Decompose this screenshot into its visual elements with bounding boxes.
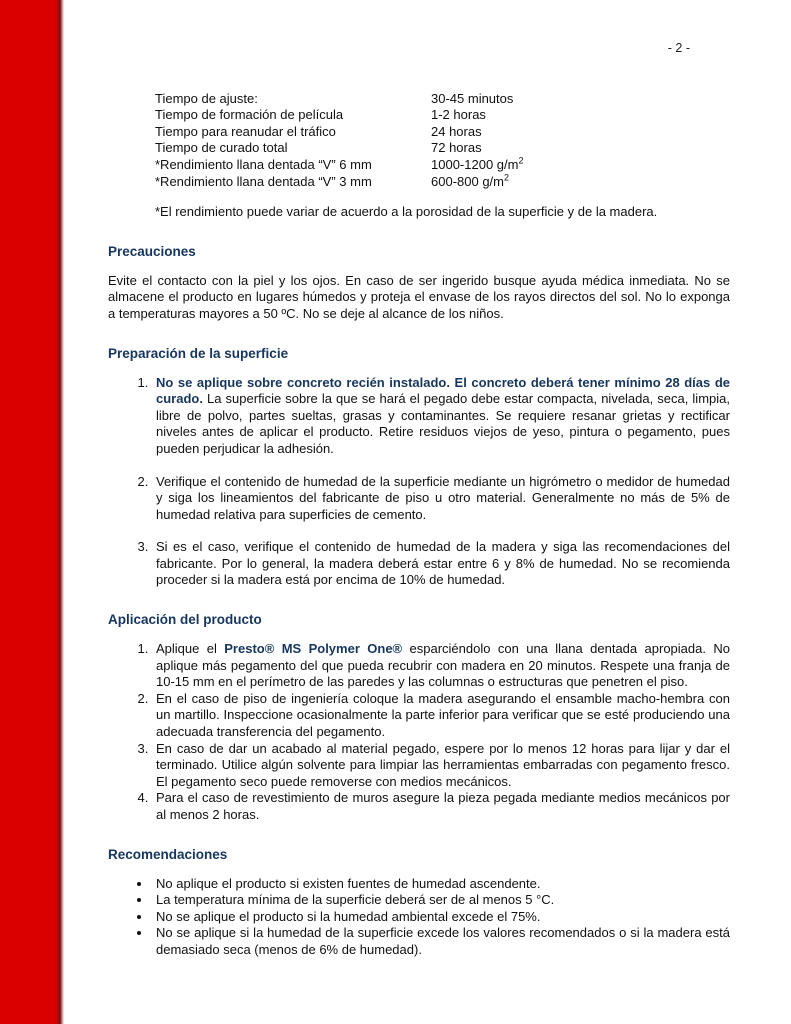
- spec-value: 24 horas: [431, 123, 482, 139]
- table-row: [155, 140, 730, 157]
- table-row: [155, 124, 730, 141]
- product-brand-name: Presto® MS Polymer One®: [224, 641, 403, 657]
- list-item-text: Si es el caso, verifique el contenido de humedad de la madera y siga las recomendaciones del fabricante. Por lo general, la madera deberá estar entre 6 y 8% de humedad. No se recomienda proceder si la madera está por encima de 10% de humedad.: [156, 539, 730, 588]
- list-item-text: Verifique el contenido de humedad de la superficie mediante un higrómetro o medidor de humedad y siga los lineamientos del fabricante de piso u otro material. Generalmente no más de 5% de humedad relativa para superficies de cemento.: [156, 473, 730, 522]
- list-item-text: esparciéndolo con una llana dentada apropiada. No aplique más pegamento del que pueda recubrir con madera en 20 minutos. Respete una franja de 10-15 mm en el perímetro de las paredes y las columnas o estructuras que penetren el piso.: [156, 641, 730, 690]
- section-preparacion: [108, 345, 730, 590]
- page-content: [108, 0, 730, 959]
- list-item: [152, 741, 730, 791]
- recomendaciones-list: [108, 876, 730, 959]
- list-item: [152, 691, 730, 741]
- spec-value-text: 1000-1200 g/m: [431, 156, 519, 172]
- list-item: [152, 375, 730, 458]
- list-item-text: En el caso de piso de ingeniería coloque la madera asegurando el ensamble macho-hembra con un martillo. Inspeccione ocasionalmente la parte inferior para verificar que se esté produciendo una adecuada transferencia del pegamento.: [156, 690, 730, 740]
- aplicacion-list: [108, 641, 730, 824]
- list-item: • La temperatura mínima de la superficie deberá ser de al menos 5 °C.: [152, 892, 730, 909]
- spec-label: *Rendimiento llana dentada “V” 6 mm: [155, 156, 372, 172]
- spec-value-text: 600-800 g/m: [431, 173, 504, 189]
- section-precauciones: [108, 243, 730, 323]
- spec-value: 1-2 horas: [431, 107, 486, 123]
- section-heading-aplicacion: Aplicación del producto: [108, 612, 262, 628]
- list-item: • No se aplique si la humedad de la superficie excede los valores recomendados o si la madera está demasiado seca (menos de 6% de humedad).: [152, 925, 730, 958]
- spec-value: 72 horas: [431, 140, 482, 156]
- yield-footnote: *El rendimiento puede variar de acuerdo a la porosidad de la superficie y de la madera.: [155, 204, 658, 220]
- precauciones-paragraph: Evite el contacto con la piel y los ojos. En caso de ser ingerido busque ayuda médica inmediata. No se almacene el producto en lugares húmedos y proteja el envase de los rayos directos del sol. No lo exponga a temperaturas mayores a 50 ºC. No se deje al alcance de los niños.: [108, 272, 730, 321]
- list-item-text: Para el caso de revestimiento de muros asegure la pieza pegada mediante medios mecánicos por al menos 2 horas.: [156, 790, 730, 822]
- page-number: - 2 -: [667, 41, 690, 55]
- list-item: [152, 790, 730, 823]
- spec-label: Tiempo de curado total: [155, 140, 288, 156]
- table-row: [155, 107, 730, 124]
- section-heading-precauciones: Precauciones: [108, 243, 196, 259]
- table-row: [155, 157, 730, 174]
- spec-value: [431, 157, 730, 174]
- left-accent-bar: [0, 0, 64, 1024]
- spec-label: Tiempo de formación de película: [155, 107, 344, 123]
- spec-label: Tiempo de ajuste:: [155, 90, 258, 106]
- list-item: [152, 641, 730, 691]
- list-item: • No se aplique el producto si la humedad ambiental excede el 75%.: [152, 909, 730, 926]
- section-aplicacion: [108, 611, 730, 824]
- spec-label: Tiempo para reanudar el tráfico: [155, 123, 336, 139]
- spec-value: [431, 174, 730, 191]
- list-item-text: Aplique el: [156, 641, 225, 657]
- list-item-lead: No se aplique sobre concreto recién instalado. El concreto deberá tener mínimo 28 días de curado.: [156, 374, 730, 407]
- section-heading-recomendaciones: Recomendaciones: [108, 846, 228, 862]
- superscript: 2: [518, 155, 524, 166]
- list-item: [152, 539, 730, 589]
- spec-label: *Rendimiento llana dentada “V” 3 mm: [155, 173, 372, 189]
- table-row: [155, 174, 730, 191]
- preparacion-list: [108, 375, 730, 590]
- superscript: 2: [504, 172, 510, 183]
- spec-value: 30-45 minutos: [431, 90, 514, 106]
- section-heading-preparacion: Preparación de la superficie: [108, 345, 289, 361]
- spec-table: [155, 91, 730, 191]
- list-item: • No aplique el producto si existen fuentes de humedad ascendente.: [152, 876, 730, 893]
- section-recomendaciones: [108, 846, 730, 959]
- list-item-text: La superficie sobre la que se hará el pegado debe estar compacta, nivelada, seca, limpia, libre de polvo, partes sueltas, grasas y contaminantes. Se requiere resanar grietas y rectificar niveles antes de aplicar el producto. Retire residuos viejos de yeso, pintura o pegamento, pues pueden perjudicar la adhesión.: [156, 391, 730, 456]
- list-item: [152, 474, 730, 524]
- list-item-text: En caso de dar un acabado al material pegado, espere por lo menos 12 horas para lijar y dar el terminado. Utilice algún solvente para limpiar las herramientas embarradas con pegamento fresco. El pegamento seco puede removerse con medios mecánicos.: [156, 740, 730, 789]
- table-row: [155, 91, 730, 108]
